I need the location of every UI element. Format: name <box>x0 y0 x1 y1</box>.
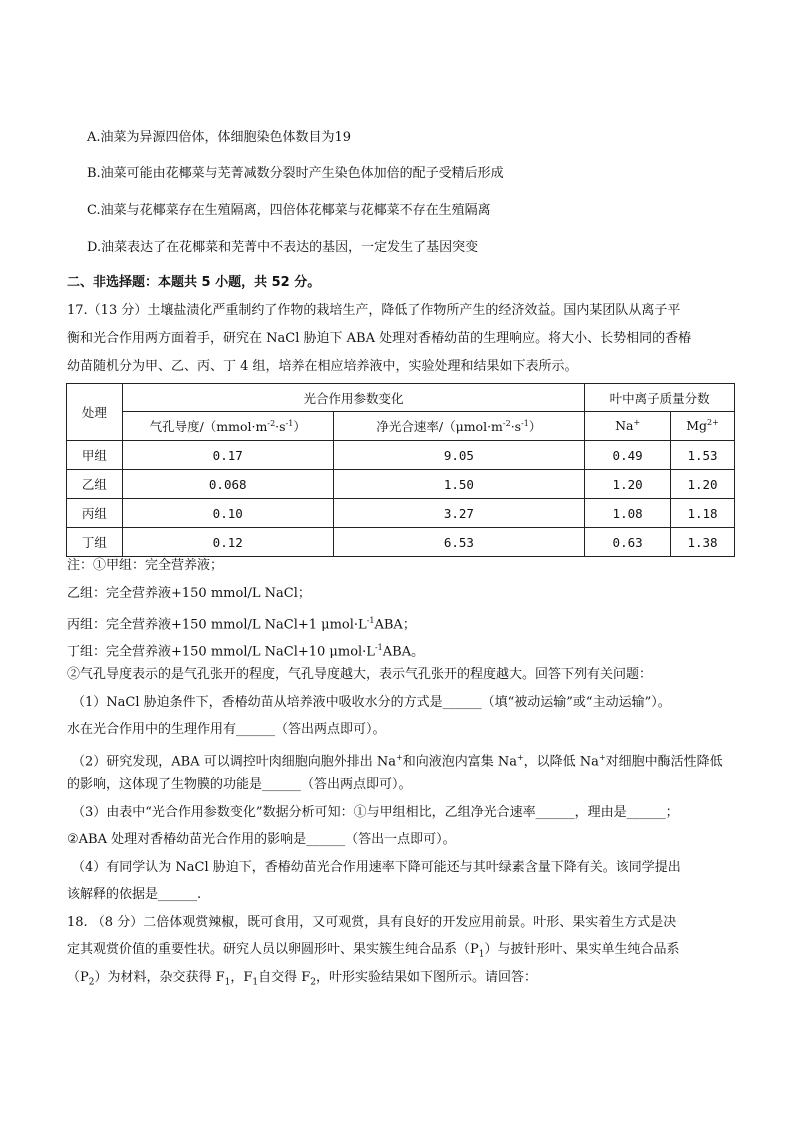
cell-conductance: 0.17 <box>122 441 333 470</box>
table-row <box>67 499 735 528</box>
row-group: 丁组 <box>67 528 123 557</box>
table-row <box>67 441 735 470</box>
cell-conductance: 0.068 <box>122 470 333 499</box>
cell-mg: 1.18 <box>671 499 735 528</box>
q17-sub4-line-2: 该解释的依据是______. <box>67 887 202 902</box>
header-photosynthesis: 光合作用参数变化 <box>122 384 584 412</box>
table-row <box>67 470 735 499</box>
cell-conductance: 0.12 <box>122 528 333 557</box>
cell-rate: 1.50 <box>333 470 585 499</box>
cell-rate: 9.05 <box>333 441 585 470</box>
q17-sub1-line-2: 水在光合作用中的生理作用有______（答出两点即可）。 <box>67 722 386 737</box>
option-b: B.油菜可能由花椰菜与芜菁减数分裂时产生染色体加倍的配子受精后形成 <box>87 166 504 181</box>
cell-conductance: 0.10 <box>122 499 333 528</box>
q17-intro-line-3: 幼苗随机分为甲、乙、丙、丁 4 组，培养在相应培养液中，实验处理和结果如下表所示。 <box>67 359 578 374</box>
header-treatment: 处理 <box>67 384 123 441</box>
q17-results-table <box>66 383 735 557</box>
q18-line-3: $(P_2)$为材料，杂交获得 $F_1$，$F_1$自交得 $F_2$，叶形实验结果如下图所示。请回答： <box>67 970 538 988</box>
q17-intro-line-1: 17.（13 分）土壤盐渍化严重制约了作物的栽培生产，降低了作物所产生的经济效益。国内某团队从离子平 <box>67 303 681 318</box>
option-a: A.油菜为异源四倍体，体细胞染色体数目为19 <box>87 130 352 145</box>
header-net-photosynthetic-rate: 净光合速率$/(\mu mol\cdot m^{-2}\cdot s^{-1})$ <box>333 412 585 441</box>
cell-na: 1.08 <box>585 499 671 528</box>
q17-sub3-line-2: ②ABA 处理对香椿幼苗光合作用的影响是______（答出一点即可）。 <box>67 832 456 847</box>
option-d: D.油菜表达了在花椰菜和芜菁中不表达的基因，一定发生了基因突变 <box>87 240 479 255</box>
cell-na: 0.63 <box>585 528 671 557</box>
row-group: 丙组 <box>67 499 123 528</box>
cell-rate: 3.27 <box>333 499 585 528</box>
cell-na: 1.20 <box>585 470 671 499</box>
q17-intro-line-2: 衡和光合作用两方面着手，研究在 NaCl 胁迫下 ABA 处理对香椿幼苗的生理响应。将大小、长势相同的香椿 <box>67 331 692 346</box>
option-c: C.油菜与花椰菜存在生殖隔离，四倍体花椰菜与花椰菜不存在生殖隔离 <box>87 203 491 218</box>
cell-mg: 1.53 <box>671 441 735 470</box>
table-row <box>67 528 735 557</box>
q17-sub4-line-1: （4）有同学认为 NaCl 胁迫下，香椿幼苗光合作用速率下降可能还与其叶绿素含量下降有关。该同学提出 <box>72 860 681 875</box>
row-group: 乙组 <box>67 470 123 499</box>
q18-line-2: 定其观赏价值的重要性状。研究人员以卵圆形叶、果实簇生纯合品系$(P_1)$与披针形叶、果实单生纯合品系 <box>67 942 680 960</box>
header-na: Na+ <box>585 412 671 441</box>
q17-sub2-line-2: 的影响，这体现了生物膜的功能是______（答出两点即可）。 <box>67 777 412 792</box>
header-leaf-ions: 叶中离子质量分数 <box>585 384 735 412</box>
note-5: ②气孔导度表示的是气孔张开的程度，气孔导度越大，表示气孔张开的程度越大。回答下列有关问题： <box>67 667 653 682</box>
note-3: 丙组：完全营养液+150 mmol/L NaCl+1 $\mu mol\cdot L^{-1}ABA$； <box>67 616 416 633</box>
cell-mg: 1.38 <box>671 528 735 557</box>
cell-rate: 6.53 <box>333 528 585 557</box>
header-stomatal-conductance: 气孔导度$/(mmol\cdot m^{-2}\cdot s^{-1})$ <box>122 412 333 441</box>
q17-sub1-line-1: （1）NaCl 胁迫条件下，香椿幼苗从培养液中吸收水分的方式是______（填“被动运输”或“主动运输”）。 <box>72 695 671 710</box>
q18-line-1: 18. （8 分）二倍体观赏辣椒，既可食用，又可观赏，具有良好的开发应用前景。叶形、果实着生方式是决 <box>67 915 677 930</box>
cell-na: 0.49 <box>585 441 671 470</box>
q17-sub3-line-1: （3）由表中“光合作用参数变化”数据分析可知：①与甲组相比，乙组净光合速率______，理由是______； <box>72 805 679 820</box>
note-2: 乙组：完全营养液+150 mmol/L NaCl； <box>67 586 311 601</box>
note-4: 丁组：完全营养液+150 mmol/L NaCl+10 $\mu mol\cdot L^{-1}ABA$。 <box>67 643 425 660</box>
note-1: 注：①甲组：完全营养液； <box>67 558 224 573</box>
q17-sub2-line-1: （2）研究发现，ABA 可以调控叶肉细胞向胞外排出 Na+和向液泡内富集 Na+，以降低 Na+对细胞中酶活性降低 <box>72 753 723 770</box>
header-mg: $Mg^{2+}$ <box>671 412 735 441</box>
cell-mg: 1.20 <box>671 470 735 499</box>
row-group: 甲组 <box>67 441 123 470</box>
section-heading: 二、非选择题：本题共 5 小题，共 52 分。 <box>67 275 321 290</box>
